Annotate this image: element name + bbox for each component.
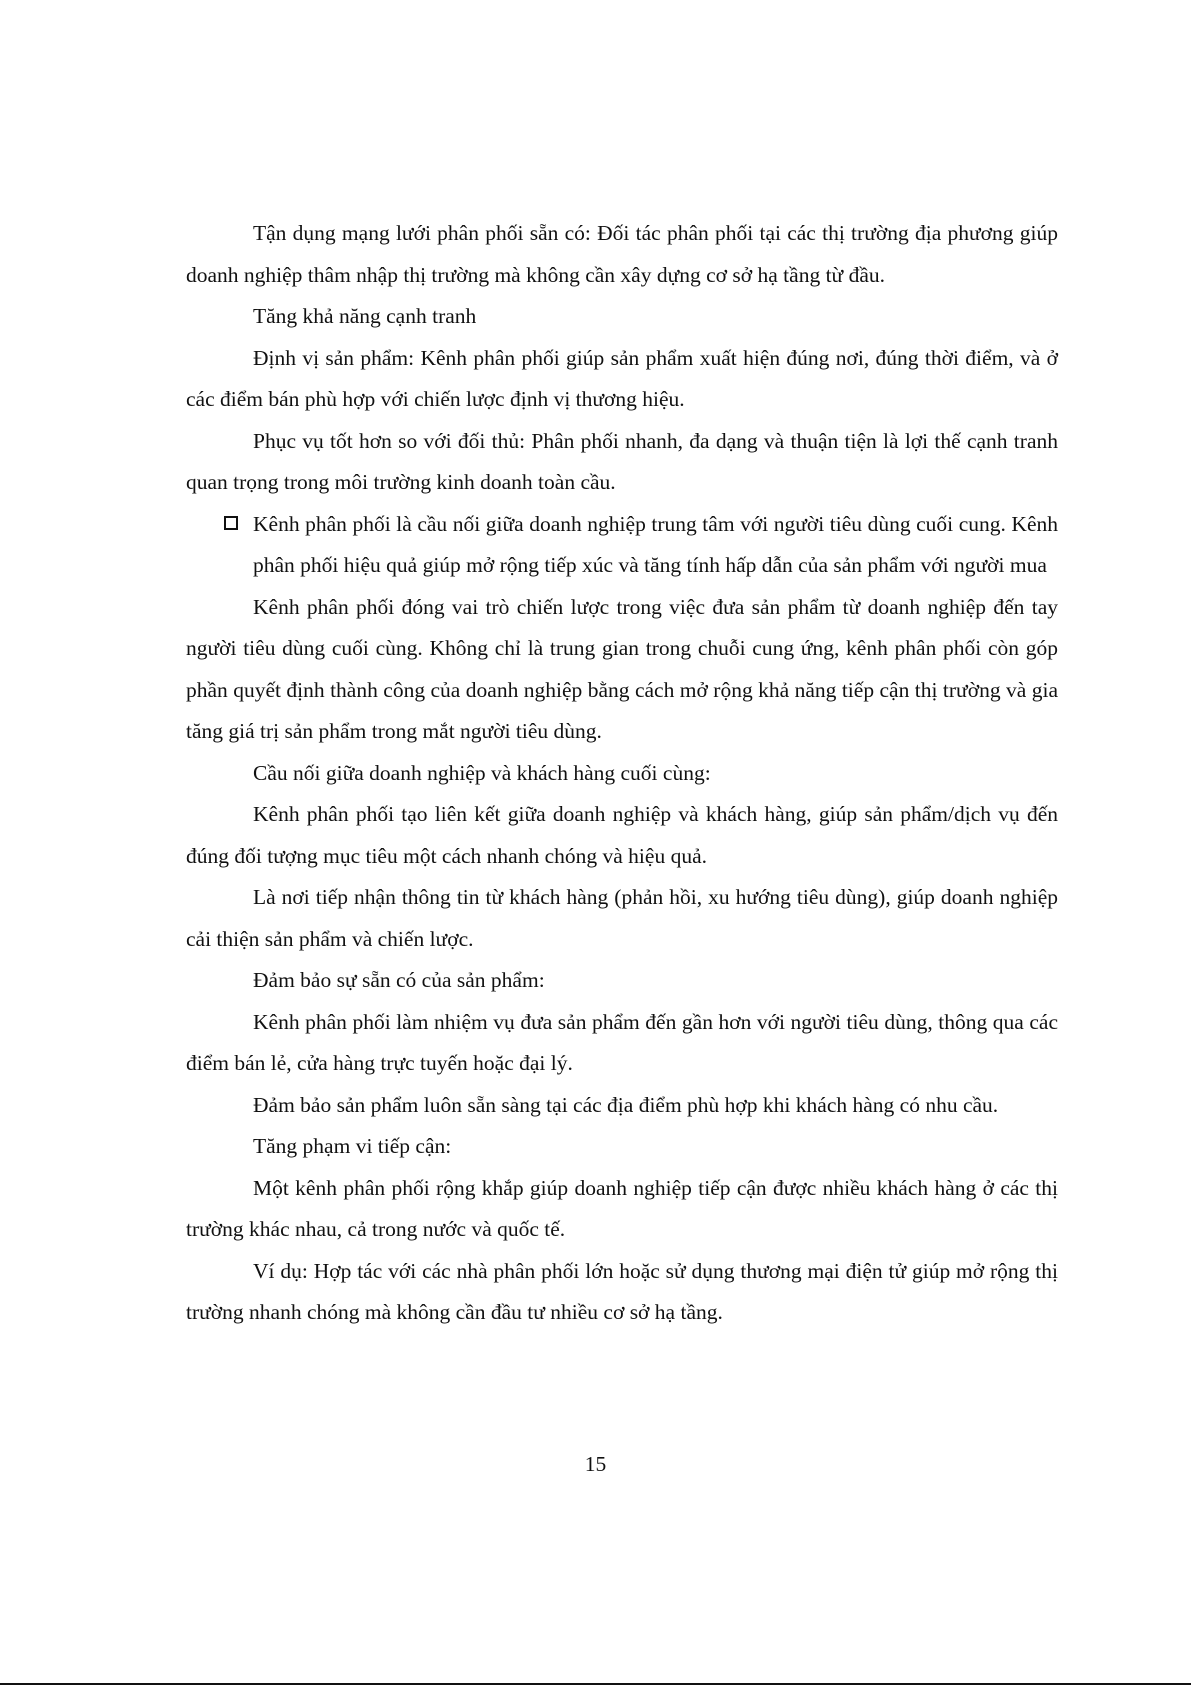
paragraph: Một kênh phân phối rộng khắp giúp doanh nghiệp tiếp cận được nhiều khách hàng ở các thị trường khác nhau, cả trong nước và quốc tế. bbox=[186, 1175, 1058, 1241]
paragraph: Đảm bảo sự sẵn có của sản phẩm: bbox=[253, 968, 545, 992]
paragraph: Đảm bảo sản phẩm luôn sẵn sàng tại các địa điểm phù hợp khi khách hàng có nhu cầu. bbox=[253, 1092, 999, 1117]
paragraph: Tăng phạm vi tiếp cận: bbox=[253, 1134, 452, 1158]
paragraph: Là nơi tiếp nhận thông tin từ khách hàng (phản hồi, xu hướng tiêu dùng), giúp doanh nghiệp cải thiện sản phẩm và chiến lược. bbox=[186, 885, 1058, 951]
paragraph: Định vị sản phẩm: Kênh phân phối giúp sản phẩm xuất hiện đúng nơi, đúng thời điểm, và ở các điểm bán phù hợp với chiến lược định vị thương hiệu. bbox=[186, 345, 1058, 411]
paragraph: Ví dụ: Hợp tác với các nhà phân phối lớn hoặc sử dụng thương mại điện tử giúp mở rộng thị trường nhanh chóng mà không cần đầu tư nhiều cơ sở hạ tầng. bbox=[186, 1258, 1058, 1324]
paragraph: Kênh phân phối đóng vai trò chiến lược trong việc đưa sản phẩm từ doanh nghiệp đến tay người tiêu dùng cuối cùng. Không chỉ là trung gian trong chuỗi cung ứng, kênh phân phối còn góp phần quyết định thành công của doanh nghiệp bằng cách mở rộng khả năng tiếp cận thị trường và gia tăng giá trị sản phẩm trong mắt người tiêu dùng. bbox=[186, 594, 1058, 743]
paragraph: Tận dụng mạng lưới phân phối sẵn có: Đối tác phân phối tại các thị trường địa phương giúp doanh nghiệp thâm nhập thị trường mà không cần xây dựng cơ sở hạ tầng từ đầu. bbox=[186, 221, 1058, 287]
paragraph: Phục vụ tốt hơn so với đối thủ: Phân phối nhanh, đa dạng và thuận tiện là lợi thế cạnh tranh quan trọng trong môi trường kinh doanh toàn cầu. bbox=[186, 428, 1058, 494]
paragraph: Kênh phân phối làm nhiệm vụ đưa sản phẩm đến gần hơn với người tiêu dùng, thông qua các điểm bán lẻ, cửa hàng trực tuyến hoặc đại lý. bbox=[186, 1009, 1058, 1075]
document-body bbox=[186, 213, 1058, 1334]
bullet-paragraph bbox=[186, 504, 1058, 587]
checkbox-square-icon bbox=[224, 516, 238, 530]
paragraph: Cầu nối giữa doanh nghiệp và khách hàng cuối cùng: bbox=[253, 760, 711, 785]
bullet-text: Kênh phân phối là cầu nối giữa doanh nghiệp trung tâm với người tiêu dùng cuối cung. Kênh phân phối hiệu quả giúp mở rộng tiếp xúc và tăng tính hấp dẫn của sản phẩm với người mua bbox=[253, 511, 1058, 577]
paragraph: Kênh phân phối tạo liên kết giữa doanh nghiệp và khách hàng, giúp sản phẩm/dịch vụ đến đúng đối tượng mục tiêu một cách nhanh chóng và hiệu quả. bbox=[186, 802, 1058, 868]
paragraph: Tăng khả năng cạnh tranh bbox=[253, 304, 477, 328]
page-number: 15 bbox=[584, 1452, 607, 1476]
